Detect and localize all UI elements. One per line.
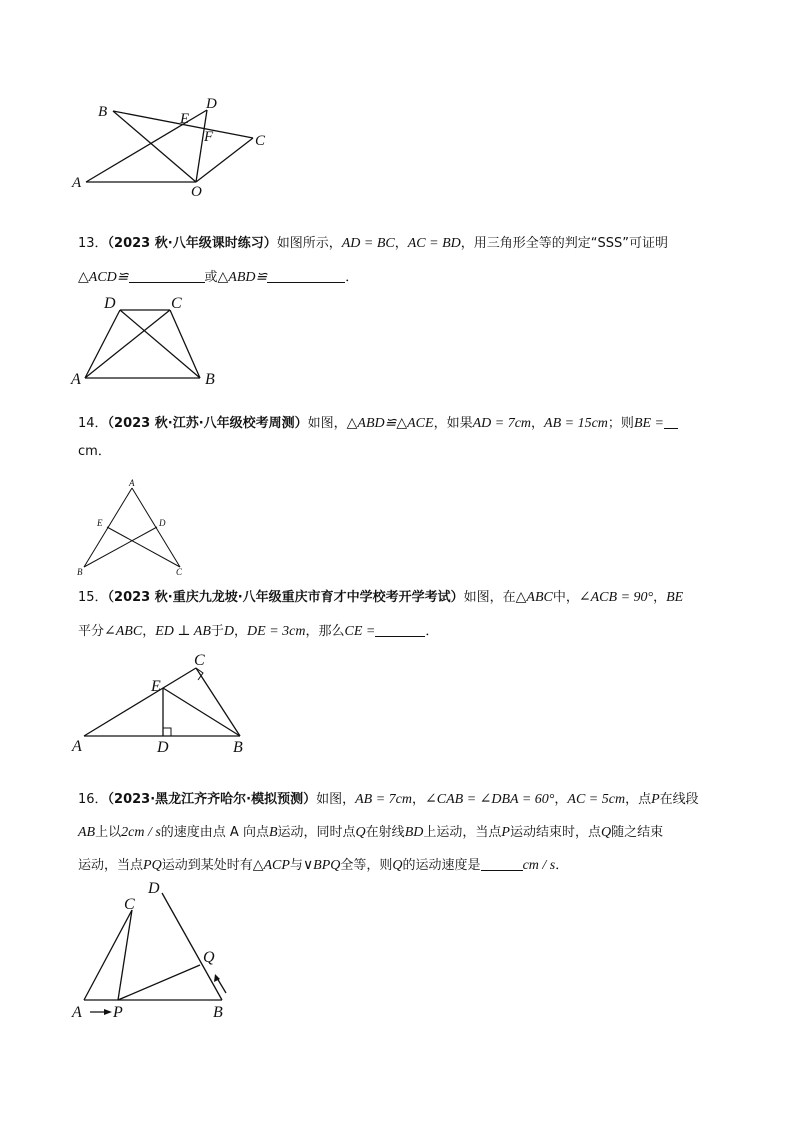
svg-text:B: B [233, 739, 243, 756]
svg-text:D: D [157, 739, 169, 756]
q14-line-1: 14．（2023 秋·江苏·八年级校考周测）如图，△ABD≌△ACE，如果AD = 7cm，AB = 15cm；则BE = [78, 414, 678, 434]
q16-line-1: 16．（2023·黑龙江齐齐哈尔·模拟预测）如图，AB = 7cm，∠CAB = ∠DBA = 60°，AC = 5cm，点P在线段 [78, 792, 699, 807]
label-b: B [98, 104, 108, 120]
q15-source: （2023 秋·重庆九龙坡·八年级重庆市育才中学校考开学考试） [107, 590, 464, 605]
q14-line-2: cm． [78, 444, 111, 459]
q13-number: 13． [78, 236, 108, 251]
q14-source: （2023 秋·江苏·八年级校考周测） [107, 416, 308, 431]
svg-text:B: B [213, 1004, 223, 1021]
svg-text:E: E [97, 518, 103, 528]
q13-line-1: 13．（2023 秋·八年级课时练习）如图所示，AD = BC，AC = BD，用三角形全等的判定“SSS”可证明 [78, 236, 668, 251]
label-c: C [255, 133, 266, 149]
q16-source: （2023·黑龙江齐齐哈尔·模拟预测） [107, 792, 317, 807]
q13-line-2: △ACD≌ 或△ABD≌ ． [78, 270, 359, 285]
svg-text:C: C [194, 652, 205, 669]
label-a: A [71, 371, 81, 388]
q16-line-2: AB上以2cm / s的速度由点 A 向点B运动，同时点Q在射线BD上运动，当点P运动结束时，点Q随之结束 [78, 825, 664, 840]
label-o: O [191, 184, 202, 200]
label-d: D [104, 295, 116, 312]
svg-text:E: E [151, 678, 161, 695]
svg-text:Q: Q [203, 949, 215, 966]
q13-source: （2023 秋·八年级课时练习） [107, 236, 277, 251]
svg-text:A: A [72, 1004, 82, 1021]
label-e: E [180, 111, 190, 127]
svg-text:C: C [124, 896, 135, 913]
svg-text:P: P [113, 1004, 123, 1021]
svg-text:B: B [77, 567, 83, 577]
label-f: F [204, 129, 214, 145]
q15-line-1: 15．（2023 秋·重庆九龙坡·八年级重庆市育才中学校考开学考试）如图，在△ABC中，∠ACB = 90°，BE [78, 590, 684, 605]
svg-text:A: A [129, 478, 135, 488]
svg-text:D: D [159, 518, 166, 528]
label-d: D [206, 96, 217, 112]
label-a: A [72, 175, 82, 191]
q15-line-2: 平分∠ABC，ED ⊥ AB于D，DE = 3cm，那么CE = ． [78, 624, 439, 639]
svg-text:C: C [176, 567, 183, 577]
svg-text:A: A [72, 738, 82, 755]
label-c: C [171, 295, 182, 312]
q16-line-3: 运动，当点PQ运动到某处时有△ACP与∨BPQ全等，则Q的运动速度是 cm / s． [78, 858, 569, 873]
label-b: B [205, 371, 215, 388]
svg-text:D: D [148, 880, 160, 897]
